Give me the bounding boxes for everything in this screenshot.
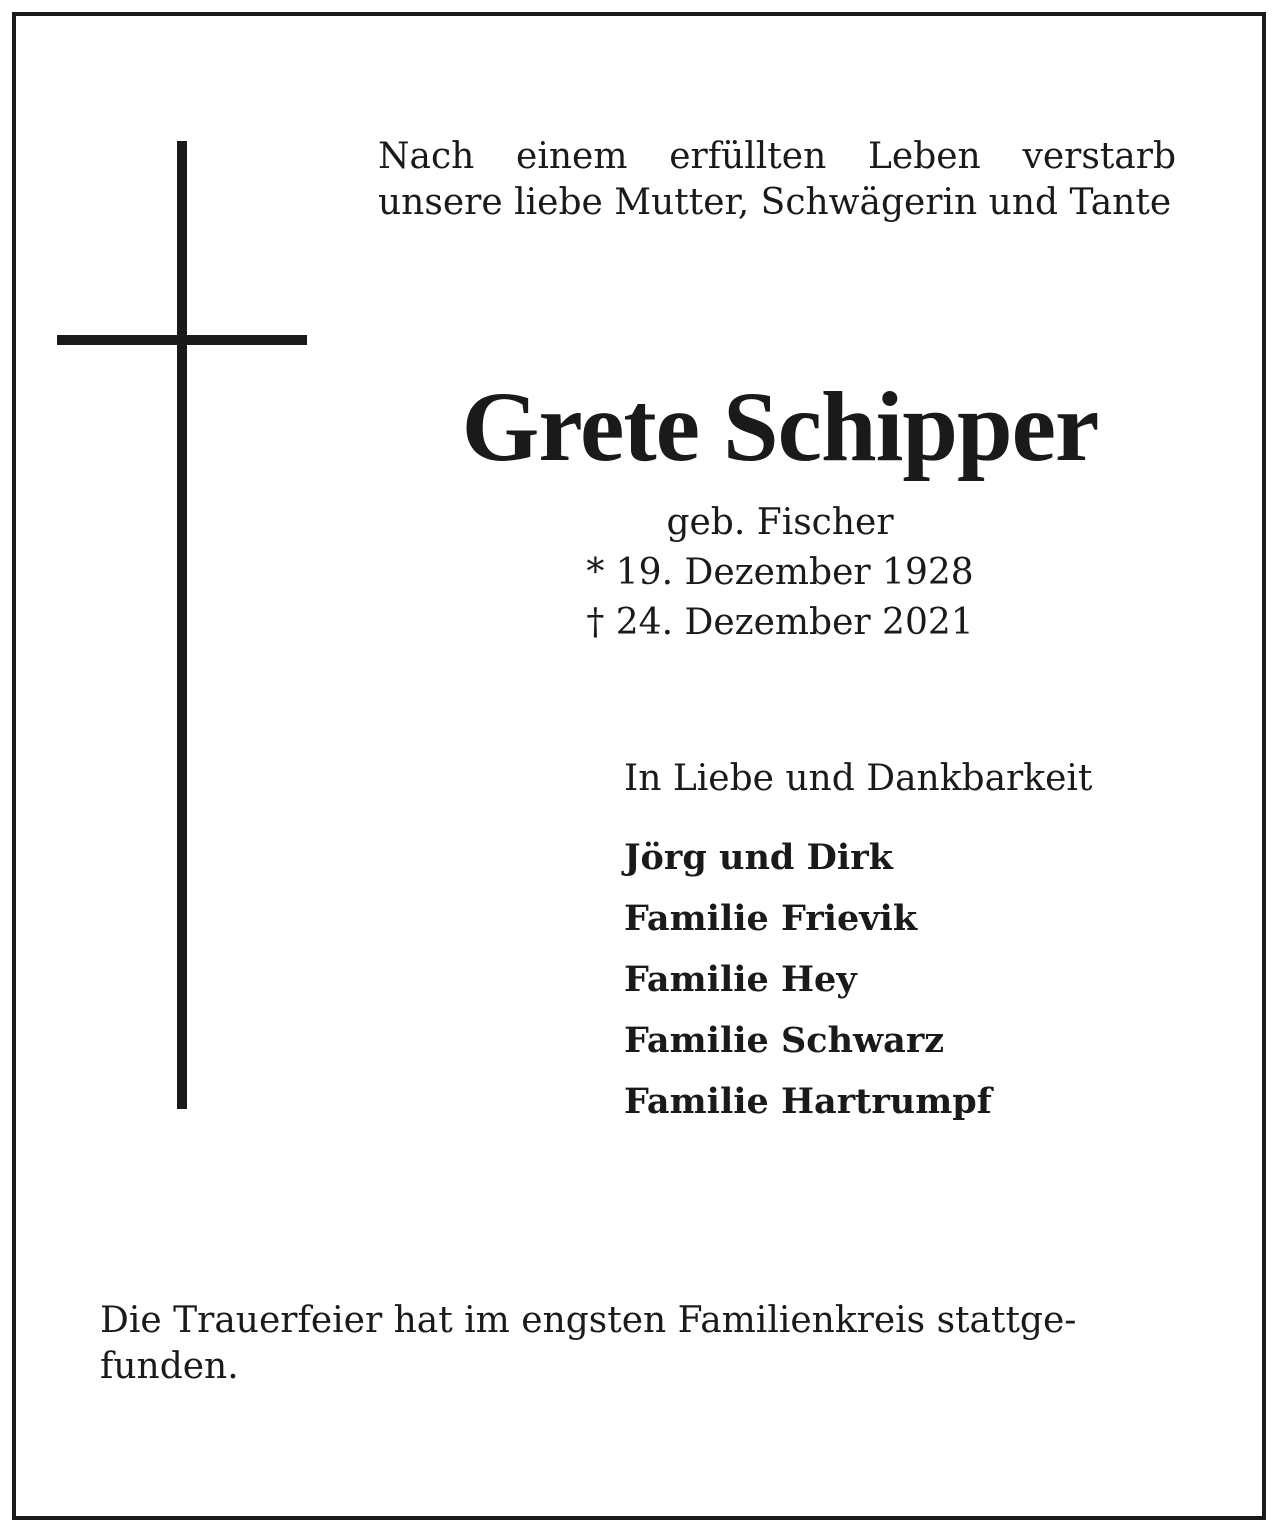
cross-vertical-beam: [177, 141, 187, 1109]
mourner-item: Familie Hartrumpf: [624, 1081, 992, 1122]
life-dates: [370, 498, 1190, 648]
funeral-note-line-2: funden.: [100, 1346, 239, 1387]
birth-date: * 19. Dezember 1928: [586, 552, 974, 593]
mourner-item: Familie Schwarz: [624, 1020, 945, 1061]
tribute-line: In Liebe und Dankbarkeit: [624, 758, 1093, 799]
deceased-name: Grete Schipper: [461, 371, 1099, 482]
cross-horizontal-beam: [57, 335, 307, 345]
mourners-list: [624, 827, 992, 1132]
maiden-name: geb. Fischer: [666, 502, 894, 543]
death-date: † 24. Dezember 2021: [586, 602, 974, 643]
funeral-note: [100, 1298, 1180, 1390]
mourner-item: Jörg und Dirk: [624, 837, 893, 878]
mourner-item: Familie Hey: [624, 959, 857, 1000]
mourner-item: Familie Frievik: [624, 898, 918, 939]
intro-text: Nach einem erfüllten Leben verstarb unsere liebe Mutter, Schwägerin und Tante: [378, 136, 1176, 223]
funeral-note-line-1: Die Trauerfeier hat im engsten Familienkreis stattge-: [100, 1300, 1077, 1341]
